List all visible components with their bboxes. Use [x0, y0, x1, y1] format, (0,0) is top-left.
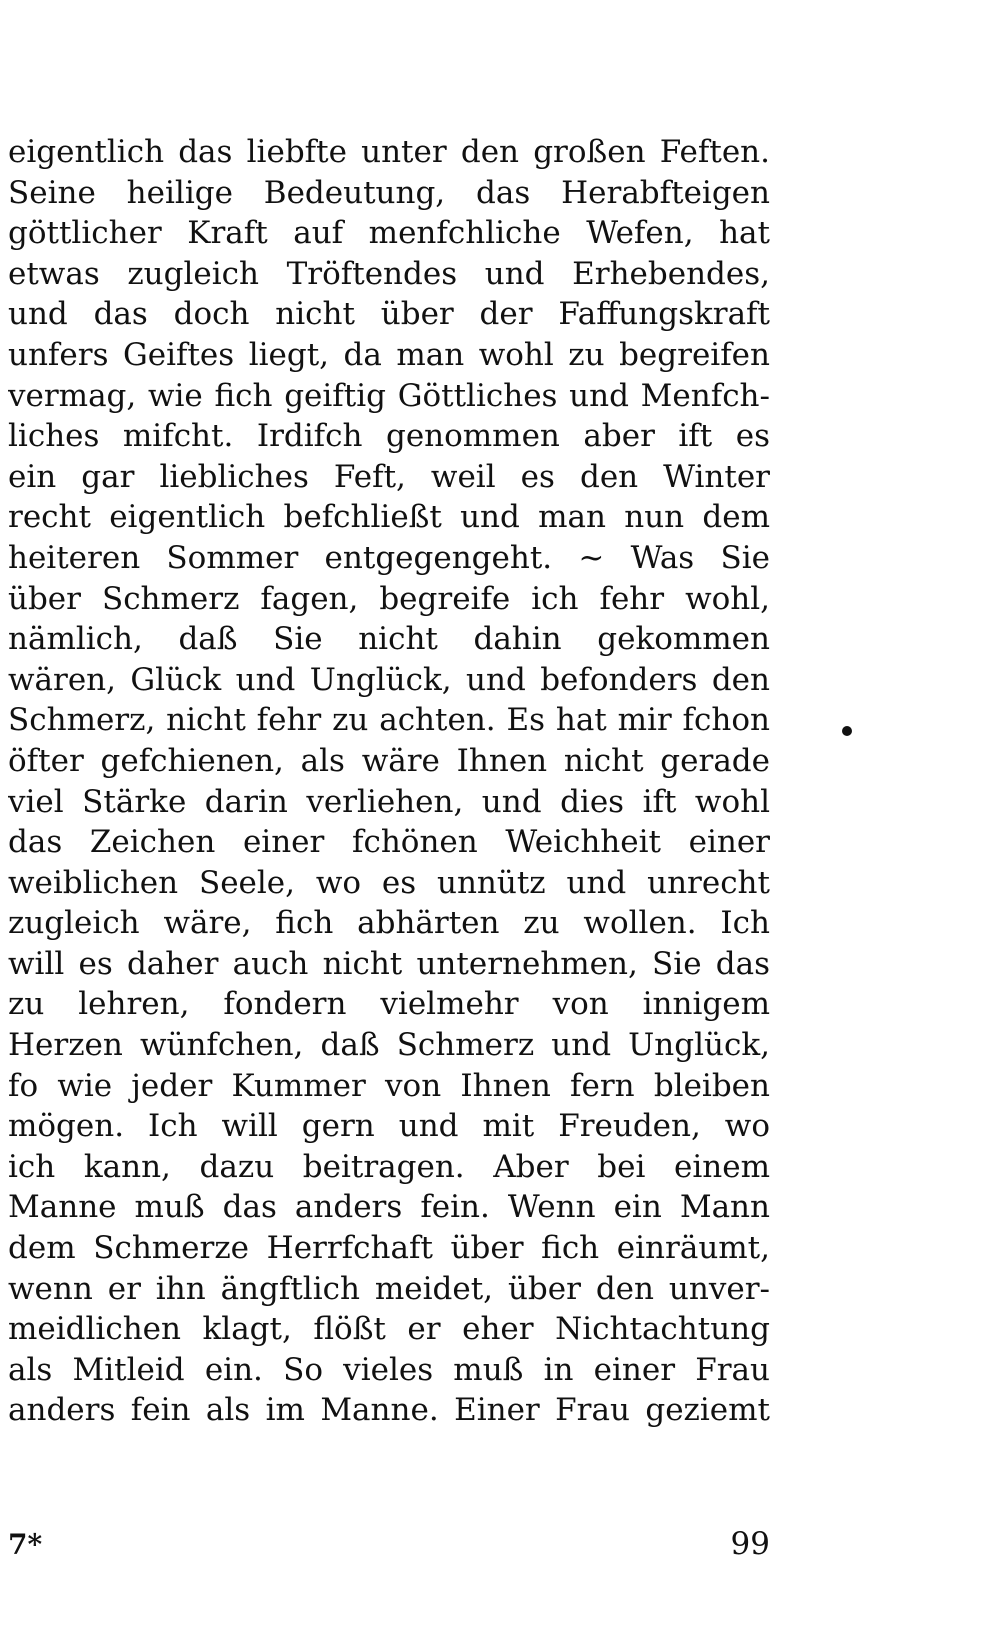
text-line: nämlich, daß Sie nicht dahin gekommen [8, 621, 770, 658]
text-line: liches mifcht. Irdifch genommen aber ift es [8, 418, 770, 455]
text-line: etwas zugleich Tröftendes und Erhebendes, [8, 255, 770, 292]
text-line: heiteren Sommer entgegengeht. ~ Was Sie [8, 539, 770, 576]
text-line: fo wie jeder Kummer von Ihnen fern bleiben [8, 1067, 770, 1104]
signature-mark: 7* [8, 1528, 43, 1561]
text-line: Manne muß das anders fein. Wenn ein Mann [8, 1189, 770, 1226]
text-line: Herzen wünfchen, daß Schmerz und Unglück, [8, 1027, 770, 1064]
text-line: vermag, wie fich geiftig Göttliches und Menfch- [8, 377, 770, 414]
text-line: unfers Geiftes liegt, da man wohl zu begreifen [8, 336, 770, 373]
page-number: 99 [730, 1526, 770, 1562]
text-line: ich kann, dazu beitragen. Aber bei einem [8, 1148, 770, 1185]
text-line: ein gar liebliches Feft, weil es den Winter [8, 458, 770, 495]
text-line: recht eigentlich befchließt und man nun dem [8, 499, 770, 536]
text-line: göttlicher Kraft auf menfchliche Wefen, hat [8, 215, 770, 252]
text-line: will es daher auch nicht unternehmen, Sie das [8, 945, 770, 982]
text-line: anders fein als im Manne. Einer Frau geziemt [8, 1392, 770, 1429]
text-line: eigentlich das liebfte unter den großen Feften. [8, 134, 770, 170]
text-line: Seine heilige Bedeutung, das Herabfteigen [8, 174, 770, 211]
text-line: dem Schmerze Herrfchaft über fich einräumt, [8, 1230, 770, 1267]
text-line: das Zeichen einer fchönen Weichheit einer [8, 824, 770, 861]
text-line: über Schmerz fagen, begreife ich fehr wohl, [8, 580, 770, 617]
ink-dot [842, 726, 852, 736]
text-line: weiblichen Seele, wo es unnütz und unrecht [8, 864, 770, 901]
text-line: öfter gefchienen, als wäre Ihnen nicht gerade [8, 742, 770, 779]
text-line: zu lehren, fondern vielmehr von innigem [8, 986, 770, 1023]
text-line: mögen. Ich will gern und mit Freuden, wo [8, 1108, 770, 1145]
text-line: Schmerz, nicht fehr zu achten. Es hat mir fchon [8, 702, 770, 739]
text-line: viel Stärke darin verliehen, und dies ift wohl [8, 783, 770, 820]
text-line: als Mitleid ein. So vieles muß in einer Frau [8, 1351, 770, 1388]
text-line: meidlichen klagt, flößt er eher Nichtachtung [8, 1311, 770, 1348]
text-line: zugleich wäre, fich abhärten zu wollen. Ich [8, 905, 770, 942]
body-text [8, 132, 770, 1431]
text-line: wenn er ihn ängftlich meidet, über den unver- [8, 1270, 770, 1307]
text-line: wären, Glück und Unglück, und befonders den [8, 661, 770, 698]
text-line: und das doch nicht über der Faffungskraft [8, 296, 770, 333]
